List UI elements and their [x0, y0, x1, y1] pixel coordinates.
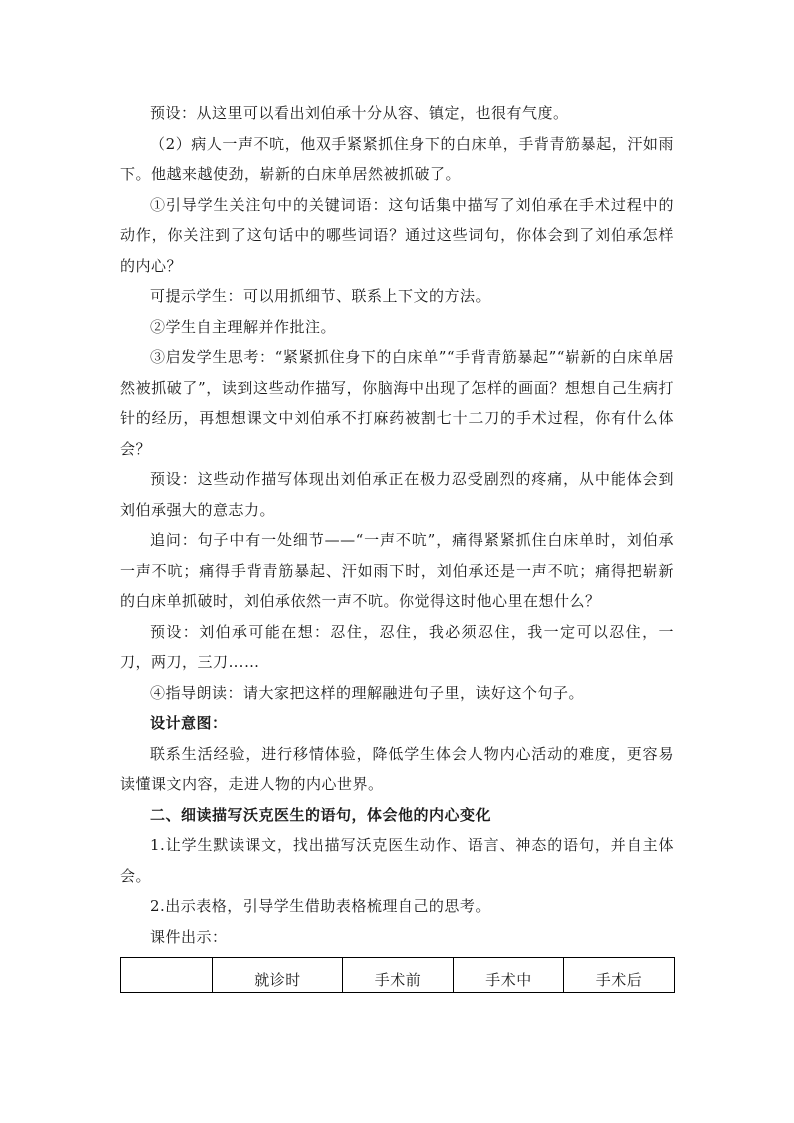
paragraph-preset-3: 预设：刘伯承可能在想：忍住，忍住，我必须忍住，我一定可以忍住，一刀，两刀，三刀…… — [120, 622, 674, 671]
paragraph-step-2: ②学生自主理解并作批注。 — [150, 317, 337, 336]
document-page — [120, 98, 674, 993]
paragraph-design-intent: 联系生活经验，进行移情体验，降低学生体会人物内心活动的难度，更容易读懂课文内容，走进人物的内心世界。 — [120, 744, 674, 793]
paragraph-step-1: ①引导学生关注句中的关键词语：这句话集中描写了刘伯承在手术过程中的动作，你关注到了这句话中的哪些词语？通过这些词句，你体会到了刘伯承怎样的内心？ — [120, 195, 674, 275]
table-header-cell-before-surgery: 手术前 — [343, 958, 454, 993]
paragraph-hint: 可提示学生：可以用抓细节、联系上下文的方法。 — [150, 287, 492, 305]
paragraph-follow-up: 追问：句子中有一处细节——“一声不吭”，痛得紧紧抓住白床单时，刘伯承一声不吭；痛得手背青筋暴起、汗如雨下时，刘伯承还是一声不吭；痛得把崭新的白床单抓破时，刘伯承依然一声不吭。你觉得这时他心里在想什么？ — [120, 531, 674, 610]
paragraph-preset-2: 预设：这些动作描写体现出刘伯承正在极力忍受剧烈的疼痛，从中能体会到刘伯承强大的意志力。 — [120, 470, 674, 519]
table-header-cell-consultation: 就诊时 — [213, 958, 343, 993]
table-header-cell-after-surgery: 手术后 — [564, 958, 675, 993]
paragraph-quote-2: （2）病人一声不吭，他双手紧紧抓住身下的白床单，手背青筋暴起，汗如雨下。他越来越使劲，崭新的白床单居然被抓破了。 — [120, 134, 674, 183]
section-heading-2: 二、细读描写沃克医生的语句，体会他的内心变化 — [150, 805, 492, 824]
paragraph-step-3: ③启发学生思考：“紧紧抓住身下的白床单”“手背青筋暴起”“崭新的白床单居然被抓破了”，读到这些动作描写，你脑海中出现了怎样的画面？想想自己生病打针的经历，再想想课文中刘伯承不打麻药被割七十二刀的手术过程，你有什么体会？ — [120, 348, 674, 458]
table-header-cell-during-surgery: 手术中 — [454, 958, 564, 993]
paragraph-item-2: 2.出示表格，引导学生借助表格梳理自己的思考。 — [150, 897, 491, 915]
table-header-row — [121, 958, 675, 993]
design-intent-heading: 设计意图： — [150, 714, 228, 732]
paragraph-preset-1: 预设：从这里可以看出刘伯承十分从容、镇定，也很有气度。 — [150, 104, 569, 122]
table-header-cell-empty — [121, 958, 213, 993]
paragraph-step-4: ④指导朗读：请大家把这样的理解融进句子里，读好这个句子。 — [150, 683, 585, 702]
comparison-table — [120, 957, 675, 993]
paragraph-courseware: 课件出示： — [150, 927, 228, 946]
paragraph-item-1: 1.让学生默读课文，找出描写沃克医生动作、语言、神态的语句，并自主体会。 — [120, 836, 674, 885]
